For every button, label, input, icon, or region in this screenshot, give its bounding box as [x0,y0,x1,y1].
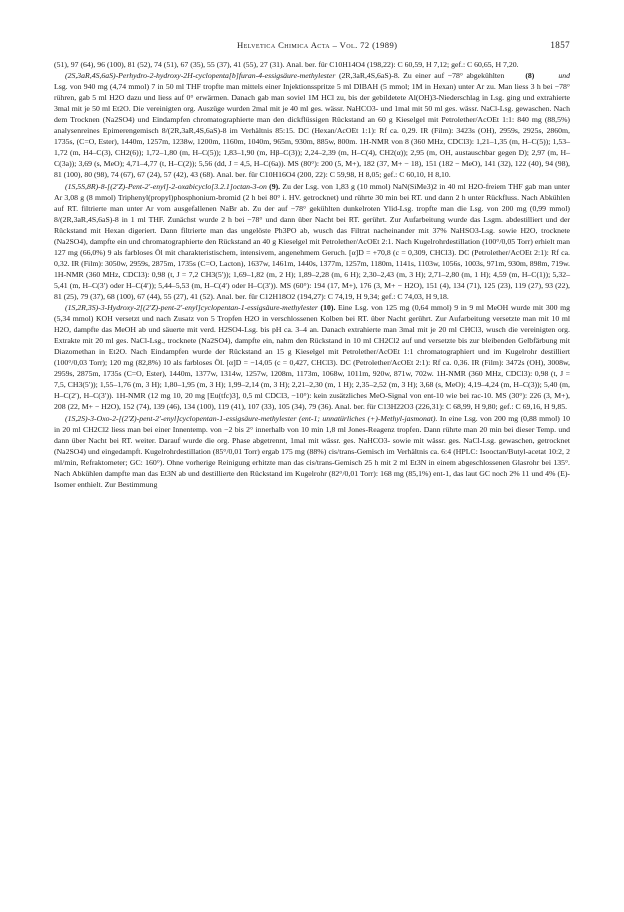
journal-running-title: Helvetica Chimica Acta – Vol. 72 (1989) [236,40,398,50]
compound-number: (9). [269,181,281,191]
article-body [54,59,570,490]
compound-title: (1S,5S,8R)-8-[(2′Z)-Pent-2′-enyl]-2-oxabicyclo[3.2.1]octan-3-on [65,181,267,191]
compound-title: (2S,3aR,4S,6aS)-Perhydro-2-hydroxy-2H-cyclopenta[b]furan-4-essigsäure-methylester [65,71,336,81]
paragraph [54,302,570,412]
document-page [54,40,570,490]
compound-number: (8) und [525,71,570,81]
paragraph-text: (2R,3aR,4S,6aS)-8. Zu einer auf −78° abgekühlten Lsg. von 940 mg (4,74 mmol) 7 in 50 ml THF tropfte man mittels einer Injektionsspritze 5 ml DIBAH (5 mmol; 1M in Hexan) unter Ar zu. Man liess 3 h bei −78° rühren, gab 5 ml H2O dazu und liess auf 0° erwärmen. Danach gab man soviel 1M HCl zu, bis der gebildetete Al(OH)3-Niederschlag in Lsg. ging und extrahierte 3mal mit je 50 ml Et2O. Die vereinigten org. Auszüge wurden 2mal mit je 40 ml ges. wässr. NaHCO3- und 1mal mit 50 ml ges. wässr. NaCl-Lsg. gewaschen. Nach dem Trocknen (Na2SO4) und Eindampfen chromatographierte man den dickflüssigen Rückstand an 60 g Kieselgel mit Petrolether/AcOEt 1:1: 840 mg (88,5%) analysenreines Epimerengemisch 8/(2R,3aR,4S,6aS)-8 im Verhältnis 85:15. DC (Hexan/AcOEt 1:1): Rf ca. 0,29. IR (Film): 3423s (OH), 2959s, 2925s, 2860m, 1735s, (C=O, Ester), 1440m, 1257m, 1238w, 1200m, 1160m, 1040m, 965m, 930m, 885w, 800m. 1H-NMR von 8 (360 MHz, CDCl3): 1,21–1,35 (m, H–C(5)); 1,53–1,72 (m, H4–C(3), CH2(6)); 1,72–1,80 (m, H–C(5)); 1,83–1,90 (m, Hβ–C(3)); 2,24–2,39 (m, H–C(4), CH2(α)); 2,95 (m, OH, austauschbar gegen D); 2,97 (m, H–C(3a)); 3,69 (s, MeO); 4,71–4,77 (t, H–C(2)); 5,56 (dd, J = 4,5, H–C(6a)). MS (80°): 200 (5, M+), 182 (37, M+ − 18), 151 (182 − MeO), 141 (32), 122 (40), 94 (98), 81 (100), 80 (98), 74 (67), 67 (24), 57 (42), 43 (68). Anal. ber. für C10H16O4 (200, 22): C 59,98, H 8,05; gef.: C 60,10, H 8,10. [54,71,570,180]
paragraph [54,59,570,70]
compound-number: (10). [320,303,336,313]
paragraph-text: Zu der Lsg. von 1,83 g (10 mmol) NaN(SiMe3)2 in 40 ml H2O-freiem THF gab man unter Ar 3,08 g (8 mmol) Triphenyl(propyl)phosphonium-bromid (2 h bei 80° i. HV. getrocknet) und rührte 30 min bei RT. und dann 2 h unter Rückfluss. Nach Abkühlen auf RT. filtrierte man unter Ar vom ausgefallenen NaBr ab. Zu der auf −78° gekühlten dunkelroten Ylid-Lsg. tropfte man die Lsg. von 200 mg (0,99 mmol) 8/(2R,3aR,4S,6aS)-8 in 1 ml THF. Zunächst wurde 2 h bei −78° und dann über Nacht bei RT. gerührt. Zur Aufarbeitung wurde das Lsgm. abdestilliert und der Rückstand mit Hexan digeriert. Dann filtrierte man das ungelöste Ph3PO ab, wusch das Filtrat nacheinander mit 37% NaHSO3-Lsg. sowie H2O, trocknete (Na2SO4), dampfte ein und chromatographierte den Rückstand an 40 g Kieselgel mit Petrolether/AcOEt 2:1. Nach Kugelrohrdestillation (100°/0,05 Torr) erhielt man 127 mg (66,0%) 9 als farbloses Öl mit charakteristischem, intensivem, angenehmem Geruch. [α]D = +70,8 (c = 0,309, CHCl3). DC (Petrolether/AcOEt 2:1): Rf ca. 0,32. IR (Film): 3050w, 2959s, 2875m, 1735s (C=O, Lacton), 1637w, 1461m, 1440s, 1377m, 1257m, 1180m, 1141s, 1103w, 1056s, 1003s, 971m, 930m, 898m, 719w. 1H-NMR (360 MHz, CDCl3): 0,98 (t, J = 7,2 CH3(5′)); 1,69–1,82 (m, 2 H); 1,89–2,28 (m, 6 H); 2,30–2,43 (m, 3 H); 2,71–2,80 (m, 1 H); 4,59 (m, H–C(1)); 5,32–5,41 (m, H–C(3′) oder H–C(4′)); 5,44–5,53 (m, H–C(4′) oder H–C(3′)). MS (60°): 194 (17, M+), 176 (3, M+ − H2O), 151 (4), 134 (71), 125 (23), 119 (27), 93 (22), 81 (25), 79 (37), 68 (100), 67 (44), 55 (27), 41 (52). Anal. ber. für C12H18O2 (194,27): C 74,19, H 9,34; gef.: C 74,03, H 9,18. [54,181,571,301]
page-number: 1857 [550,40,570,50]
paragraph [54,70,570,180]
paragraph-text: In eine Lsg. von 200 mg (0,88 mmol) 10 in 20 ml CH2Cl2 liess man bei einer Innentemp. von −2 bis 2° innerhalb von 10 min 1,8 ml Jones-Reagenz tropfen. Dann rührte man 20 min bei dieser Temp. und dann über Nacht bei RT. weiter. Darauf wurde die org. Phase abgetrennt, 1mal mit wässr. ges. NaHCO3- sowie mit wässr. ges. NaCl-Lsg. gewaschen, getrocknet (Na2SO4) und eingedampft. Kugelrohrdestillation (85°/0,01 Torr) ergab 175 mg (88%) cis/trans-Gemisch im Verhältnis ca. 6:4 (HPLC: Isooctan/Butyl-acetat 10:2, 2 ml/min, Refraktometer; GC: 160°). Ohne vorherige Reinigung erhitzte man das cis/trans-Gemisch 25 h mit 2 ml Et3N in einem abgeschlossenen Glasrohr bei 135°. Nach Abkühlen dampfte man das Et3N ab und destillierte den Rückstand im Kugelrohr (82°/0,01 Torr): 168 mg (85,1%) ent-1, das laut GC noch 2% 11 und 4% (E)-Isomer enthielt. Zur Bestimmung [54,413,570,489]
compound-title: (1S,2S)-3-Oxo-2-[(2′Z)-pent-2′-enyl]cyclopentan-1-essigsäure-methylester (ent-1; unnatürliches (+)-Methyl-jasmonat). [65,413,438,423]
conjunction: und [558,71,570,81]
page-header [54,40,570,50]
paragraph-text: (51), 97 (64), 96 (100), 81 (52), 74 (51), 67 (35), 55 (37), 41 (55), 27 (31). Anal. ber. für C10H14O4 (198,22): C 60,59, H 7,12; gef.: C 60,65, H 7,20. [54,60,519,69]
paragraph [54,413,570,490]
paragraph [54,181,570,303]
compound-title: (1S,2R,3S)-3-Hydroxy-2[(2′Z)-pent-2′-enyl]cyclopentan-1-essigsäure-methylester [65,303,318,313]
paragraph-text: Eine Lsg. von 125 mg (0,64 mmol) 9 in 9 ml MeOH wurde mit 300 mg (5,34 mmol) KOH versetzt und nach Zusatz von 5 Tropfen H2O in verschlossenen Kolben bei RT. über Nacht gerührt. Zur Aufarbeitung versetzte man mit 10 ml H2O, dampfte das MeOH ab und säuerte mit verd. H2SO4-Lsg. bis pH ca. 3–4 an. Danach extrahierte man 3mal mit je 20 ml CHCl3, wusch die vereinigten org. Extrakte mit 20 ml ges. NaCl-Lsg., trocknete (Na2SO4), dampfte ein, nahm den Rückstand in 10 ml CH2Cl2 auf und versetzte bis zur bleibenden Gelbfärbung mit Diazomethan in Et2O. Nach Eindampfen wurde der Rückstand an 15 g Kieselgel mit Petrolether/AcOEt 1:1 chromatographiert und im Kugelrohr destilliert (100°/0,03 Torr); 120 mg (82,8%) 10 als farbloses Öl. [α]D = −14,05 (c = 0,427, CHCl3). DC (Petrolether/AcOEt 2:1): Rf ca. 0,36. IR (Film): 3472s (OH), 3008w, 2959s, 2875m, 1735s (C=O, Ester), 1440m, 1377w, 1314w, 1257w, 1208m, 1173m, 1068w, 1011m, 920w, 871w, 702w. 1H-NMR (360 MHz, CDCl3): 0,98 (t, J = 7,5, CH3(5′)); 1,55–1,76 (m, 3 H); 1,80–1,95 (m, 3 H); 1,99–2,14 (m, 3 H); 2,21–2,30 (m, 1 H); 2,35–2,52 (m, 3 H); 3,68 (s, MeO); 4,19–4,24 (m, H–C(3)); 5,40 (m, H–C(2′), H–C(3′)). 1H-NMR (12 mg 10, 20 mg [Eu(tfc)3], 0,5 ml CDCl3, −10°): kein zusätzliches MeO-Signal von ent-10 wie bei rac-10. MS (30°): 226 (3, M+), 208 (22, M+ − H2O), 152 (74), 139 (46), 134 (100), 119 (41), 107 (33), 105 (34), 79 (36). Anal. ber. für C13H22O3 (226,31): C 68,99, H 9,80; gef.: C 69,16, H 9,85. [54,303,570,412]
